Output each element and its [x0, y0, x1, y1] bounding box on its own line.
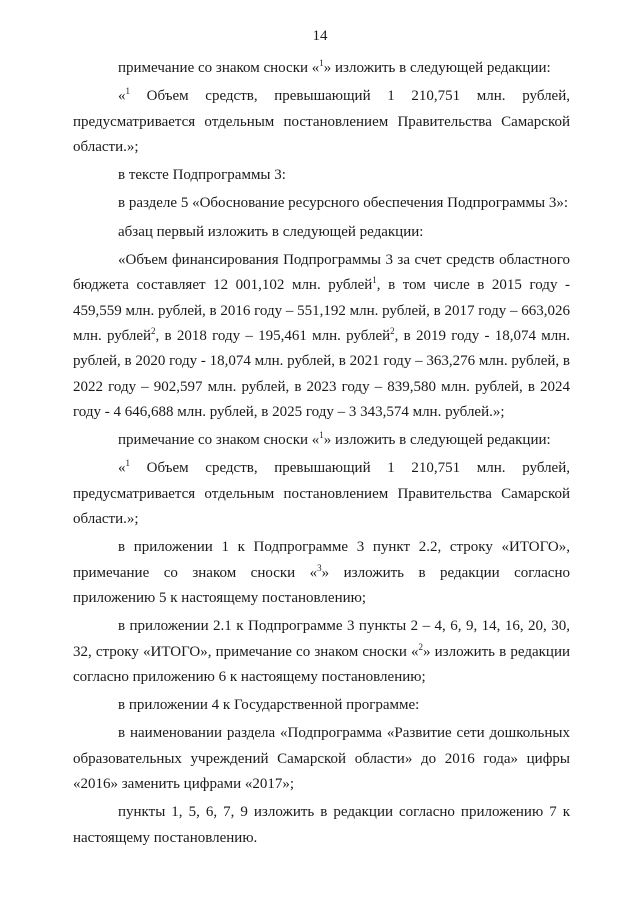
paragraph: [73, 56, 570, 81]
text-run: в тексте Подпрограммы 3:: [118, 167, 286, 184]
text-run: в приложении 1 к Подпрограмме 3 пункт 2.2, строку «ИТОГО», примечание со знаком сноски «: [73, 539, 570, 581]
text-run: » изложить в следующей редакции:: [323, 60, 551, 76]
footnote-marker: 1: [319, 58, 324, 68]
text-run: пункты 1, 5, 6, 7, 9 изложить в редакции согласно приложению 7 к настоящему постановлению.: [73, 804, 570, 846]
footnote-marker: 2: [151, 325, 156, 336]
paragraph: [73, 456, 570, 532]
text-run: » изложить в следующей редакции:: [323, 432, 551, 449]
text-run: Объем средств, превышающий 1 210,751 млн. рублей, предусматривается отдельным постановлением Правительства Самарской области.»;: [73, 460, 570, 528]
footnote-marker: 1: [372, 275, 377, 286]
paragraph: [73, 428, 570, 453]
document-body: [73, 56, 570, 851]
text-run: «Объем финансирования Подпрограммы 3 за счет средств областного бюджета составляет 12 001,102 млн. рублей: [73, 252, 570, 294]
paragraph: [73, 191, 570, 216]
text-run: в приложении 2.1 к Подпрограмме 3 пункты 2 – 4, 6, 9, 14, 16, 20, 30, 32, строку «ИТОГО», примечание со знаком сноски «: [73, 618, 570, 660]
text-run: , в 2018 году – 195,461 млн. рублей: [155, 327, 391, 344]
text-run: в наименовании раздела «Подпрограмма «Развитие сети дошкольных образовательных учреждений Самарской области» до 2016 года» цифры «2016» заменить цифрами «2017»;: [73, 725, 570, 793]
footnote-marker: 1: [319, 430, 324, 441]
text-run: абзац первый изложить в следующей редакции:: [118, 223, 424, 240]
text-run: примечание со знаком сноски «: [118, 432, 320, 449]
page-number: 14: [312, 28, 328, 44]
text-run: «: [118, 88, 126, 105]
paragraph: [73, 721, 570, 797]
paragraph: [73, 693, 570, 718]
text-run: , в 2019 году - 18,074 млн. рублей, в 2020 году - 18,074 млн. рублей, в 2021 году – 363,276 млн. рублей, в 2022 году – 902,597 млн. рублей, в 2023 году – 839,580 млн. рублей, в 2024 году - 4 646,688 млн. рублей, в 2025 году – 3 343,574 млн. рублей.»;: [73, 327, 570, 420]
paragraph: [73, 800, 570, 851]
paragraph: [73, 614, 570, 690]
paragraph: [73, 248, 570, 425]
paragraph: [73, 535, 570, 611]
text-run: Объем средств, превышающий 1 210,751 млн. рублей, предусматривается отдельным постановлением Правительства Самарской области.»;: [73, 88, 570, 155]
text-run: , в том числе в 2015 году - 459,559 млн. рублей, в 2016 году – 551,192 млн. рублей, в 2017 году – 663,026 млн. рублей: [73, 277, 570, 344]
text-run: примечание со знаком сноски «: [118, 60, 320, 76]
text-run: в разделе 5 «Обоснование ресурсного обеспечения Подпрограммы 3»:: [118, 195, 568, 212]
text-run: «: [118, 460, 126, 477]
paragraph: [73, 163, 570, 188]
footnote-marker: 2: [418, 641, 424, 652]
text-run: в приложении 4 к Государственной программе:: [118, 697, 420, 714]
text-run: » изложить в редакции согласно приложению 5 к настоящему постановлению;: [73, 564, 570, 606]
footnote-marker: 3: [317, 562, 322, 573]
footnote-marker: 1: [125, 86, 130, 97]
paragraph: [73, 84, 570, 160]
paragraph: [73, 220, 570, 245]
text-run: » изложить в редакции согласно приложению 6 к настоящему постановлению;: [73, 643, 570, 685]
footnote-marker: 1: [125, 458, 130, 469]
footnote-marker: 2: [390, 325, 395, 336]
